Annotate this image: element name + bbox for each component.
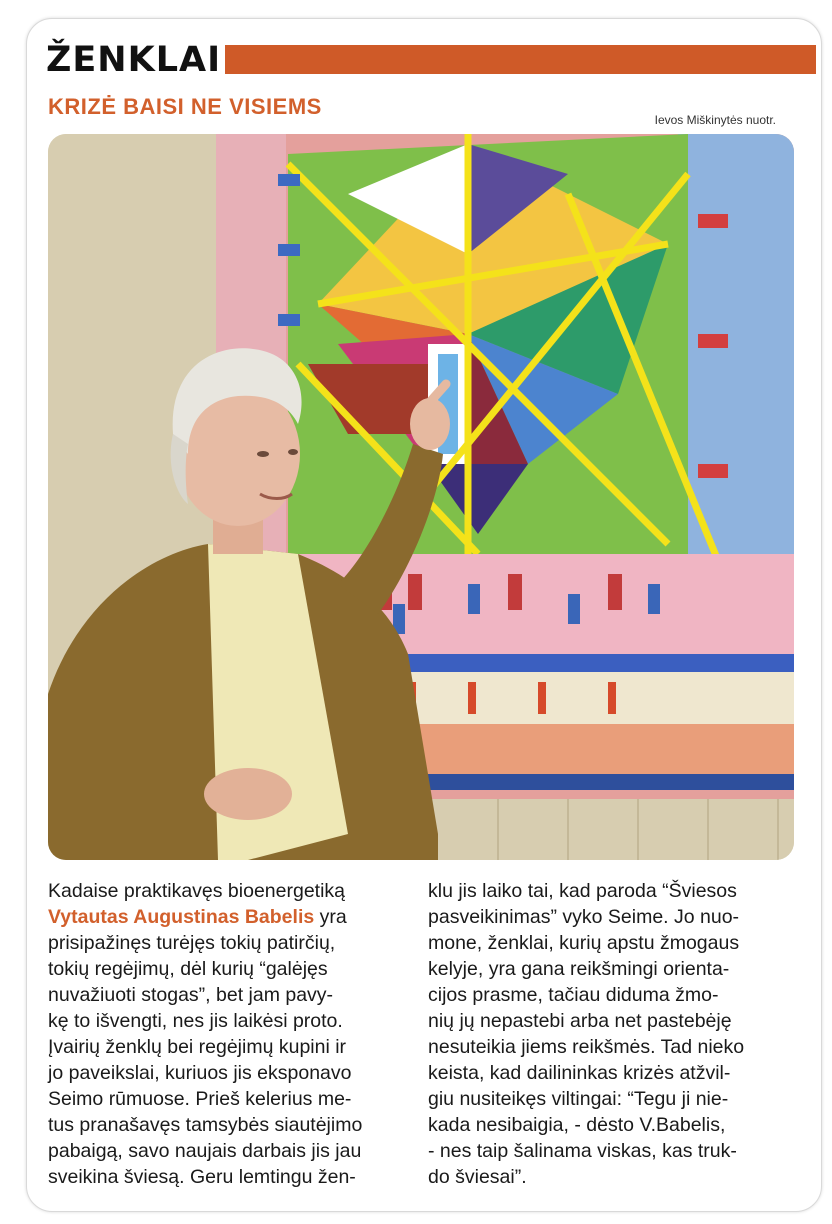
article-line: nesuteikia jiems reikšmės. Tad nieko bbox=[428, 1036, 745, 1058]
article-line: - nes taip šalinama viskas, kas truk- bbox=[428, 1140, 737, 1162]
article-line: Seimo rūmuose. Prieš kelerius me- bbox=[48, 1088, 352, 1110]
article-line: nuvažiuoti stogas”, bet jam pavy- bbox=[48, 984, 334, 1006]
article-line: cijos prasme, tačiau diduma žmo- bbox=[428, 984, 719, 1006]
article-line: nių jų nepastebi arba net pastebėję bbox=[428, 1010, 732, 1032]
article-line: mone, ženklai, kurių apstu žmogaus bbox=[428, 932, 740, 954]
painting-illustration bbox=[48, 134, 794, 860]
article-line: jo paveikslai, kuriuos jis eksponavo bbox=[48, 1062, 352, 1084]
article-line-with-name bbox=[48, 904, 414, 930]
article-line: Kadaise praktikavęs bioenergetiką bbox=[48, 880, 346, 902]
article-line: pasveikinimas” vyko Seime. Jo nuo- bbox=[428, 906, 740, 928]
article-line: pabaigą, savo naujais darbais jis jau bbox=[48, 1140, 362, 1162]
article-line: klu jis laiko tai, kad paroda “Šviesos bbox=[428, 880, 737, 902]
article-line: tus pranašavęs tamsybės siautėjimo bbox=[48, 1114, 363, 1136]
article-line: kada nesibaigia, - dėsto V.Babelis, bbox=[428, 1114, 726, 1136]
article-line: kę to išvengti, nes jis laikėsi proto. bbox=[48, 1010, 343, 1032]
article-line: keista, kad dailininkas krizės atžvil- bbox=[428, 1062, 731, 1084]
article-column-right bbox=[428, 878, 796, 1190]
article-line-fragment: yra bbox=[319, 906, 347, 928]
article-line: kelyje, yra gana reikšmingi orienta- bbox=[428, 958, 730, 980]
headline: KRIZĖ BAISI NE VISIEMS bbox=[48, 94, 322, 119]
person-name: Vytautas Augustinas Babelis bbox=[48, 906, 315, 928]
photo-credit: Ievos Miškinytės nuotr. bbox=[654, 113, 776, 127]
article-line: Įvairių ženklų bei regėjimų kupini ir bbox=[48, 1036, 347, 1058]
article-line: giu nusiteikęs viltingai: “Tegu ji nie- bbox=[428, 1088, 729, 1110]
article-line: do šviesai”. bbox=[428, 1166, 527, 1188]
section-accent-bar bbox=[225, 45, 816, 74]
article-line: tokių regėjimų, dėl kurių “galėjęs bbox=[48, 958, 328, 980]
article-line: prisipažinęs turėjęs tokių patirčių, bbox=[48, 932, 336, 954]
article-line: sveikina šviesą. Geru lemtingu žen- bbox=[48, 1166, 356, 1188]
section-title: ŽENKLAI bbox=[46, 40, 222, 80]
article-photo bbox=[48, 134, 794, 860]
article-column-left bbox=[48, 878, 414, 1190]
